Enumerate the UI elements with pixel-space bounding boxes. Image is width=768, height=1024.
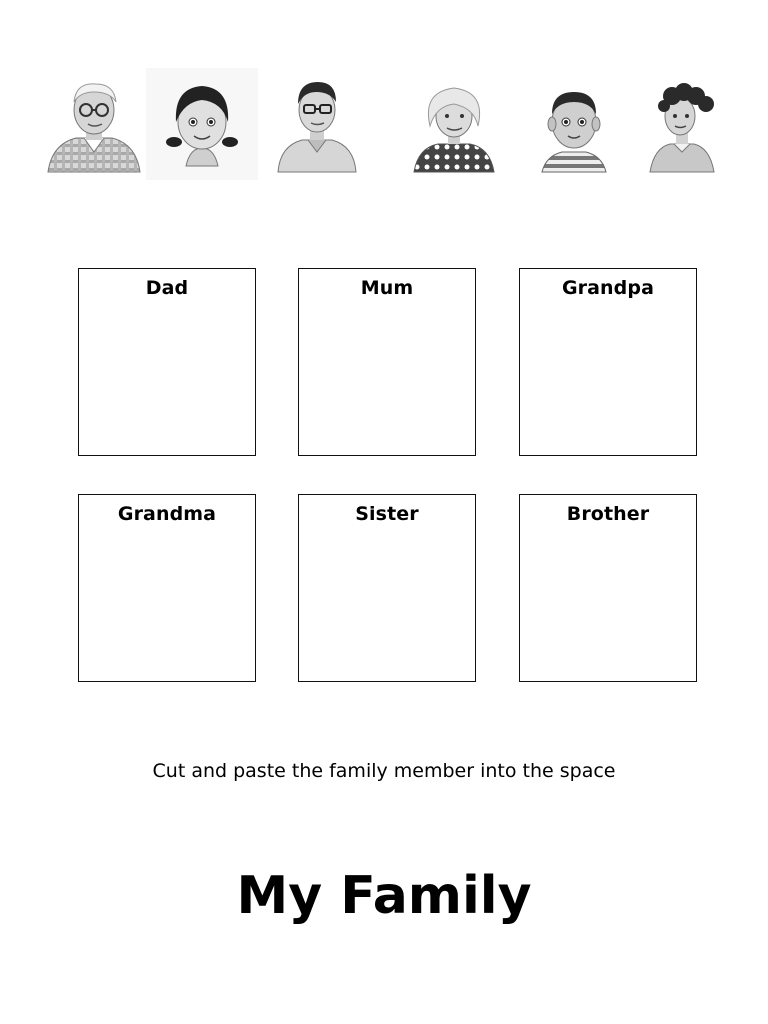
brother-paste-box[interactable] (519, 494, 697, 682)
dad-paste-box[interactable] (78, 268, 256, 456)
grandma-portrait-icon[interactable] (412, 82, 496, 174)
man-portrait-icon[interactable] (276, 78, 358, 174)
grandpa-label: Grandpa (561, 277, 655, 299)
grandma-label: Grandma (117, 503, 217, 525)
brother-label: Brother (566, 503, 650, 525)
grandpa-portrait-icon[interactable] (46, 80, 142, 174)
boy-portrait-icon[interactable] (536, 84, 612, 174)
girl-portrait-icon[interactable] (146, 68, 258, 180)
grandpa-paste-box[interactable] (519, 268, 697, 456)
dad-label: Dad (145, 277, 189, 299)
grandma-paste-box[interactable] (78, 494, 256, 682)
instruction-text: Cut and paste the family member into the space (152, 760, 616, 782)
page-title: My Family (236, 866, 532, 926)
family-portraits-strip (0, 60, 768, 200)
sister-label: Sister (355, 503, 419, 525)
mum-label: Mum (360, 277, 414, 299)
mum-paste-box[interactable] (298, 268, 476, 456)
woman-portrait-icon[interactable] (646, 84, 718, 174)
sister-paste-box[interactable] (298, 494, 476, 682)
